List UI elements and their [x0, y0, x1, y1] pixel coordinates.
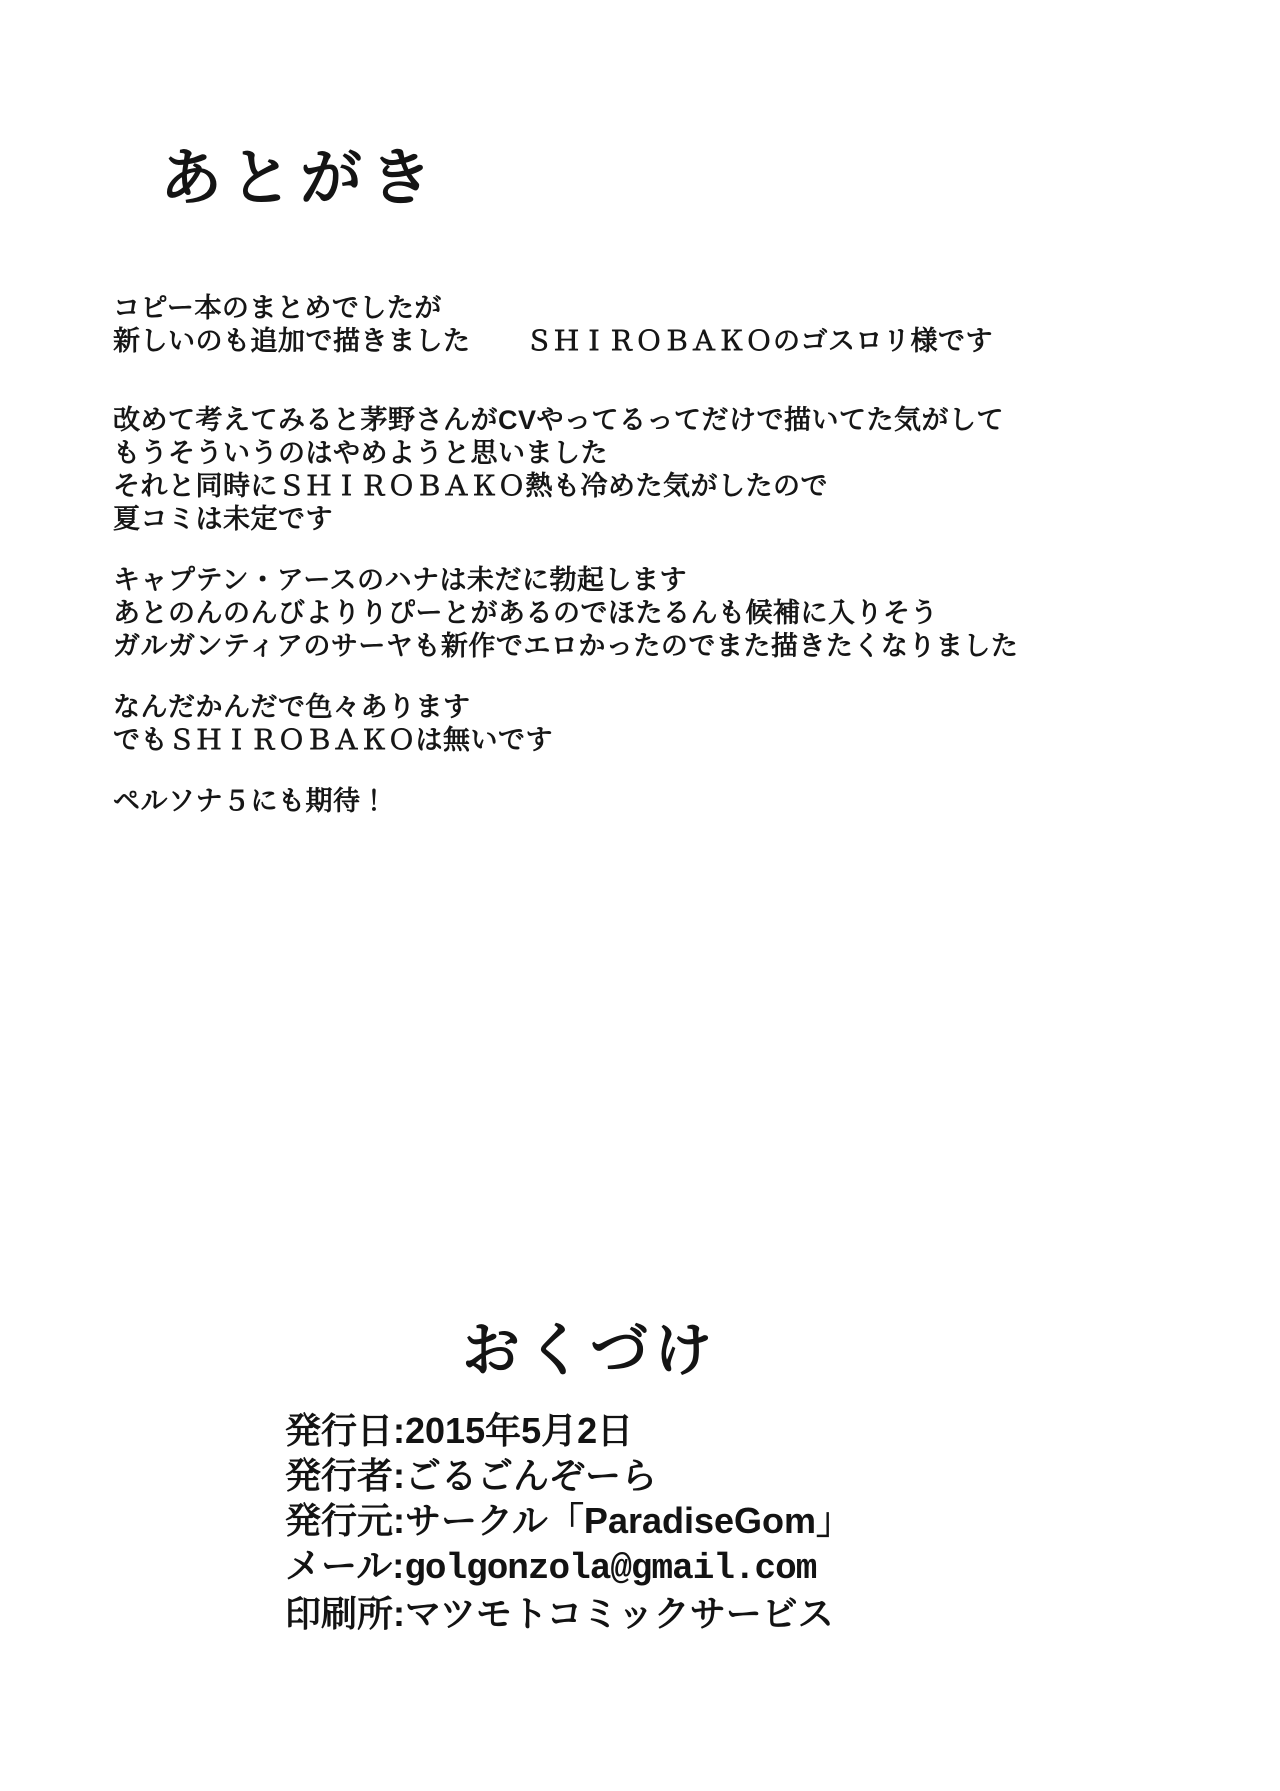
colophon-separator: :: [393, 1500, 406, 1541]
colophon-value: サークル「ParadiseGom」: [405, 1500, 853, 1541]
colophon-label: 発行日: [285, 1410, 394, 1451]
text-line: ガルガンティアのサーヤも新作でエロかったのでまた描きたくなりました: [113, 631, 1019, 661]
paragraph: [113, 564, 1173, 663]
colophon-entry: [285, 1591, 852, 1636]
afterword-body: [113, 292, 1173, 846]
paragraph: [113, 292, 1173, 358]
colophon-entry: [285, 1453, 852, 1498]
text-line: なんだかんだで色々あります: [113, 692, 471, 722]
colophon-value: ごるごんぞーら: [405, 1455, 658, 1496]
afterword-title: あとがき: [160, 145, 441, 213]
colophon-entry: [285, 1408, 852, 1453]
colophon-entry: [285, 1543, 852, 1591]
text-line: それと同時にＳＨＩＲＯＢＡＫＯ熱も冷めた気がしたので: [113, 471, 828, 501]
colophon-separator: :: [392, 1545, 405, 1586]
colophon-value: マツモトコミックサービス: [405, 1593, 834, 1634]
colophon-separator: :: [393, 1593, 406, 1634]
text-line: 改めて考えてみると茅野さんがCVやってるってだけで描いてた気がして: [113, 405, 1005, 435]
text-line: ペルソナ５にも期待！: [113, 786, 388, 816]
text-line: 新しいのも追加で描きました ＳＨＩＲＯＢＡＫＯのゴスロリ様です: [113, 326, 993, 356]
text-line: 夏コミは未定です: [113, 504, 333, 534]
colophon-title: おくづけ: [462, 1318, 719, 1383]
colophon-label: 発行元: [285, 1500, 394, 1541]
colophon-value: golgonzola@gmail.com: [404, 1548, 817, 1589]
colophon-label: メール: [285, 1545, 393, 1586]
colophon-separator: :: [393, 1410, 406, 1451]
text-line: もうそういうのはやめようと思いました: [113, 438, 608, 468]
colophon-entry: [285, 1498, 852, 1543]
colophon-label: 印刷所: [285, 1593, 394, 1634]
paragraph: [113, 785, 1173, 818]
text-line: コピー本のまとめでしたが: [113, 293, 442, 323]
paragraph: [113, 691, 1173, 757]
text-line: キャプテン・アースのハナは未だに勃起します: [113, 565, 687, 595]
paragraph: [113, 404, 1173, 536]
colophon-separator: :: [393, 1455, 406, 1496]
colophon: [285, 1408, 852, 1636]
text-line: あとのんのんびよりりぴーとがあるのでほたるんも候補に入りそう: [113, 598, 938, 628]
colophon-value: 2015年5月2日: [405, 1410, 634, 1451]
colophon-label: 発行者: [285, 1455, 394, 1496]
text-line: でもＳＨＩＲＯＢＡＫＯは無いです: [113, 725, 553, 755]
